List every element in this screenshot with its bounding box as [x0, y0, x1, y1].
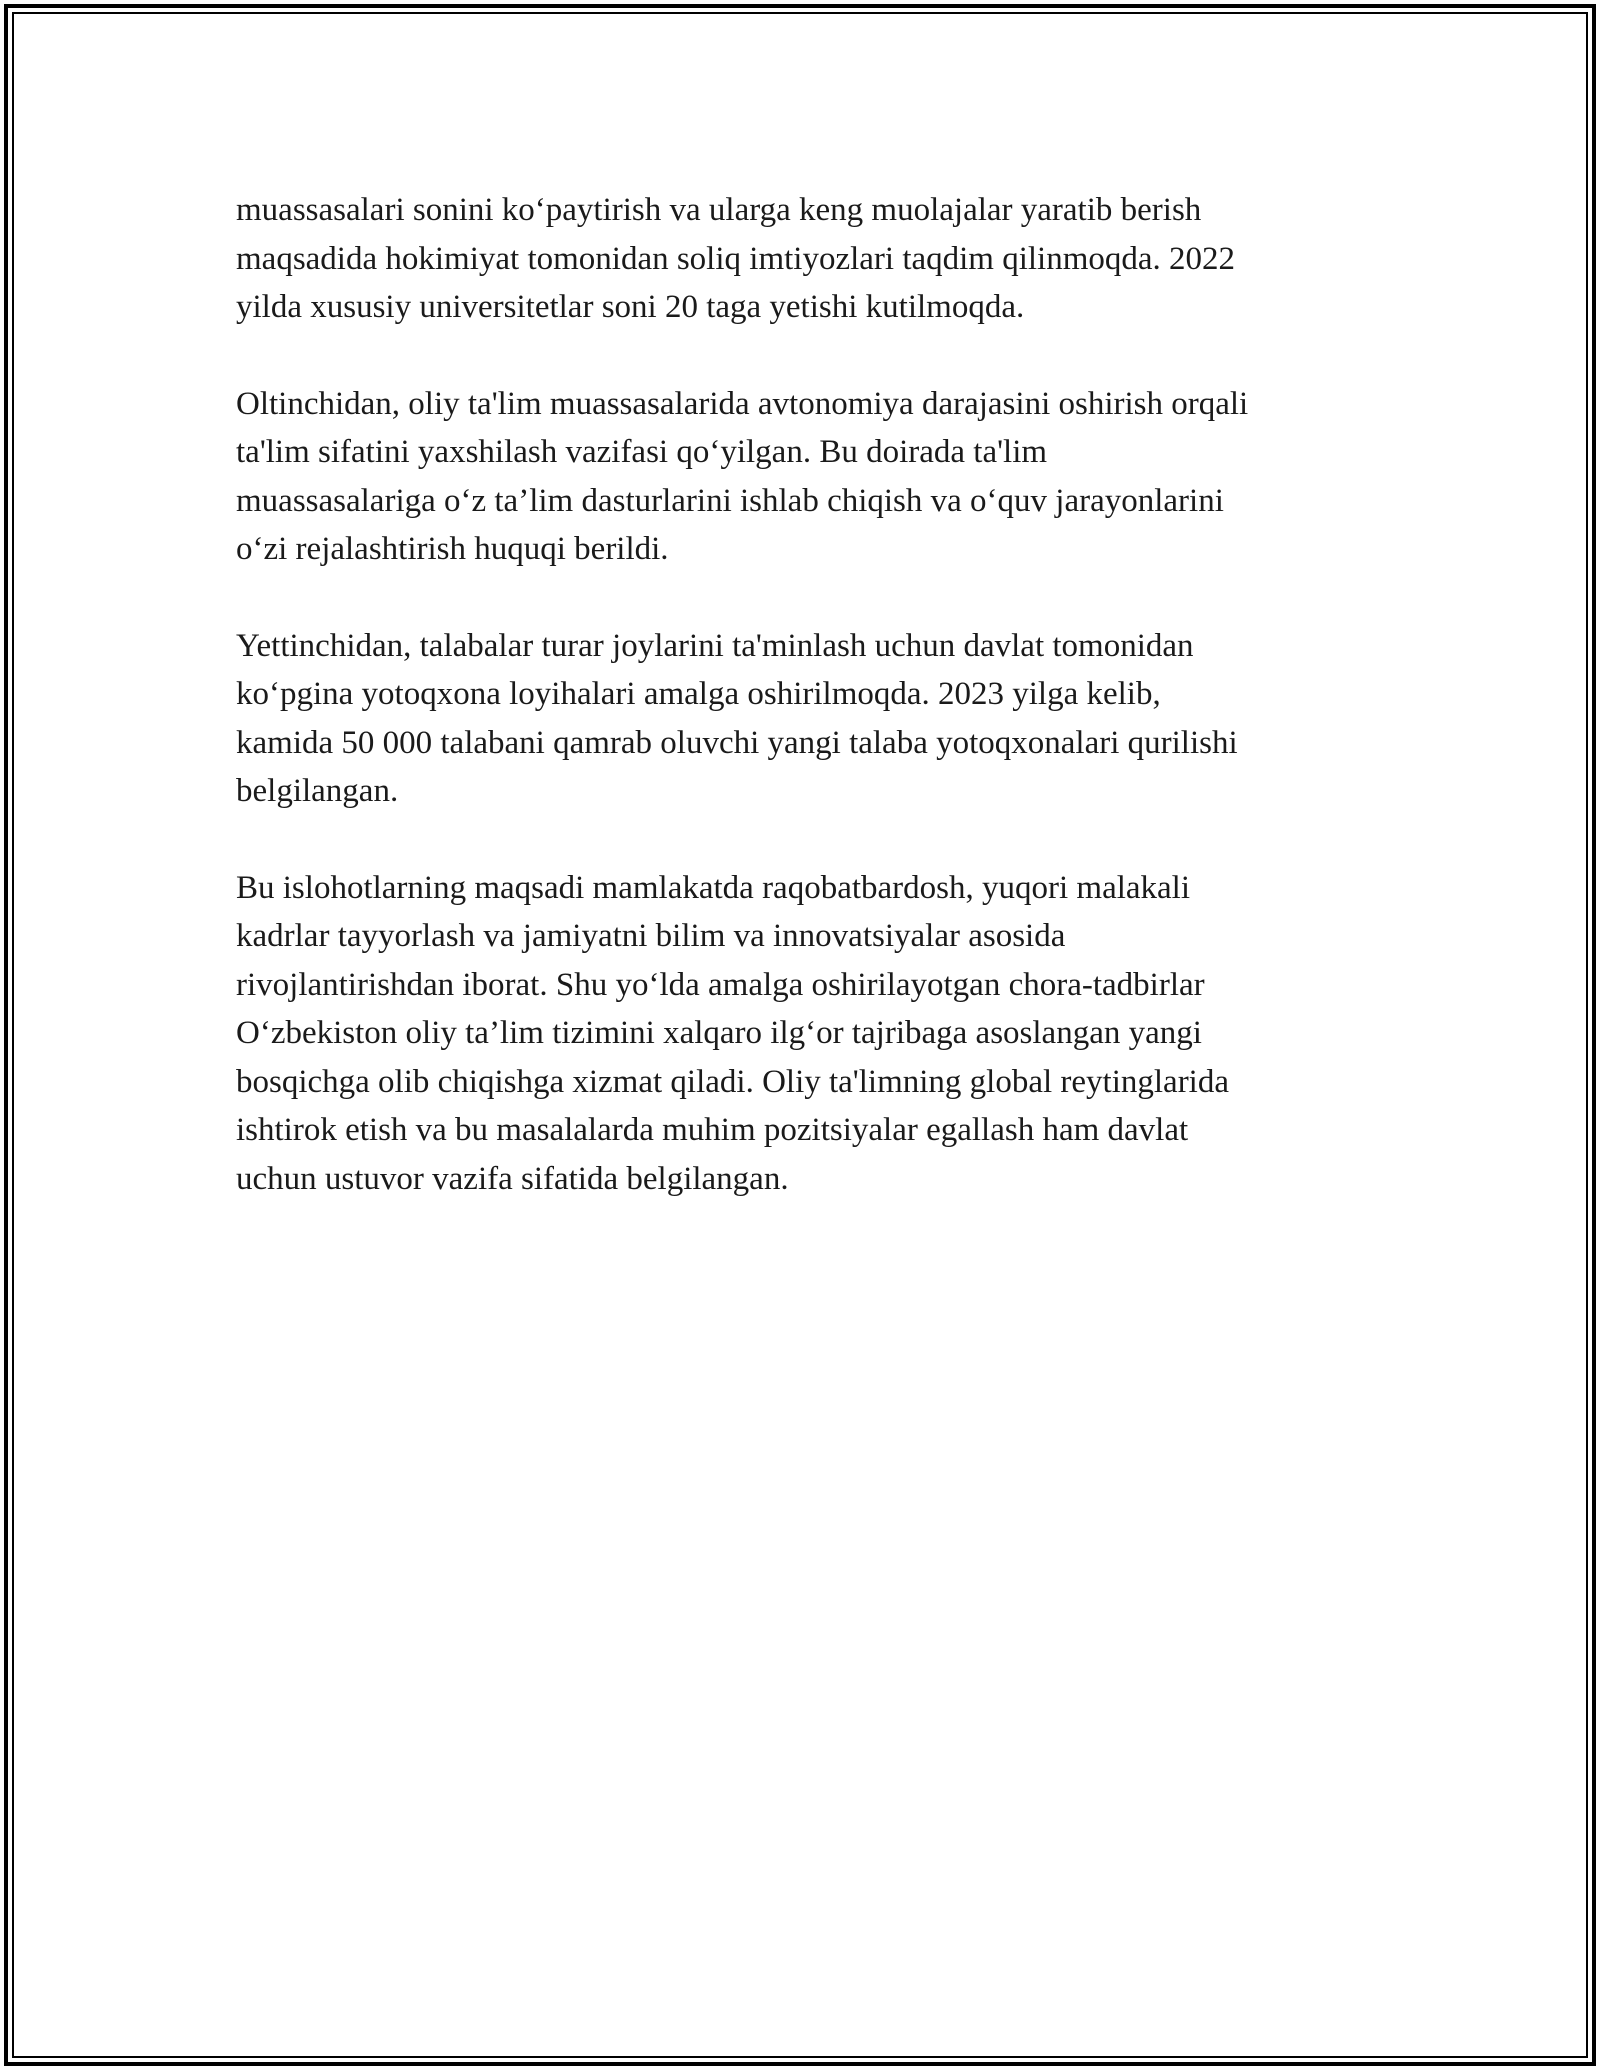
document-body	[236, 186, 1386, 1251]
text-line: rivojlantirishdan iborat. Shu yo‘lda amalga oshirilayotgan chora-tadbirlar	[236, 966, 1205, 1003]
text-line: uchun ustuvor vazifa sifatida belgilangan.	[236, 1160, 789, 1197]
text-line: Oltinchidan, oliy ta'lim muassasalarida avtonomiya darajasini oshirish orqali	[236, 385, 1249, 422]
text-line: yilda xususiy universitetlar soni 20 taga yetishi kutilmoqda.	[236, 289, 1025, 325]
text-line: maqsadida hokimiyat tomonidan soliq imtiyozlari taqdim qilinmoqda. 2022	[236, 240, 1236, 277]
text-line: muassasalari sonini ko‘paytirish va ularga keng muolajalar yaratib berish	[236, 192, 1202, 228]
text-line: Yettinchidan, talabalar turar joylarini ta'minlash uchun davlat tomonidan	[236, 627, 1194, 664]
text-line: belgilangan.	[236, 773, 399, 809]
text-line: kadrlar tayyorlash va jamiyatni bilim va innovatsiyalar asosida	[236, 918, 1066, 954]
text-line: o‘zi rejalashtirish huquqi berildi.	[236, 531, 669, 567]
text-line: ishtirok etish va bu masalalarda muhim pozitsiyalar egallash ham davlat	[236, 1112, 1189, 1148]
paragraph-private-universities	[236, 186, 1386, 332]
text-line: O‘zbekiston oliy ta’lim tizimini xalqaro ilg‘or tajribaga asoslangan yangi	[236, 1015, 1202, 1051]
paragraph-autonomy	[236, 380, 1386, 574]
text-line: ta'lim sifatini yaxshilash vazifasi qo‘yilgan. Bu doirada ta'lim	[236, 434, 1048, 470]
text-line: Bu islohotlarning maqsadi mamlakatda raqobatbardosh, yuqori malakali	[236, 869, 1191, 906]
text-line: muassasalariga o‘z ta’lim dasturlarini ishlab chiqish va o‘quv jarayonlarini	[236, 482, 1224, 519]
text-line: ko‘pgina yotoqxona loyihalari amalga oshirilmoqda. 2023 yilga kelib,	[236, 676, 1161, 712]
text-line: bosqichga olib chiqishga xizmat qiladi. Oliy ta'limning global reytinglarida	[236, 1063, 1229, 1100]
paragraph-dormitories	[236, 622, 1386, 816]
text-line: kamida 50 000 talabani qamrab oluvchi yangi talaba yotoqxonalari qurilishi	[236, 724, 1238, 761]
paragraph-reform-goals	[236, 864, 1386, 1204]
